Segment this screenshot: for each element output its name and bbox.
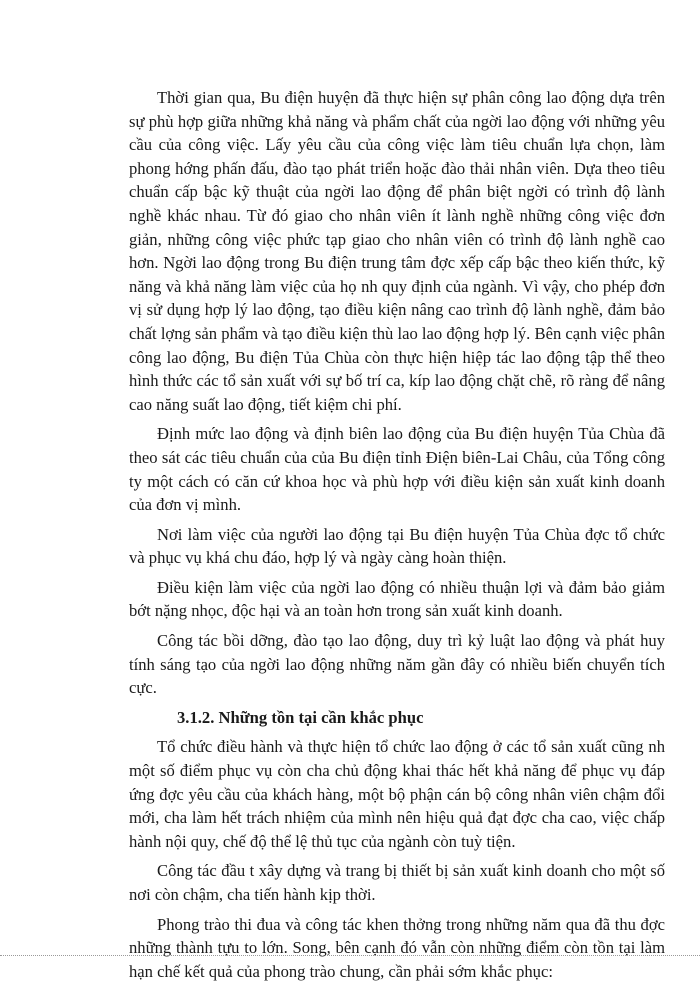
paragraph-training: Công tác bồi dỡng, đào tạo lao động, duy trì kỷ luật lao động và phát huy tính sáng tạo của ngời lao động những năm gần đây có nhiều biến chuyển tích cực. <box>129 631 665 698</box>
page-bottom-divider <box>0 955 700 956</box>
paragraph-labor-norms: Định mức lao động và định biên lao động của Bu điện huyện Tủa Chùa đã theo sát các tiêu chuẩn của của Bu điện tỉnh Điện biên-Lai Châu, của Tổng công ty một cách có căn cứ khoa học và phù hợp với điều kiện sản xuất kinh doanh của đơn vị mình. <box>129 424 665 515</box>
paragraph-emulation-issues: Phong trào thi đua và công tác khen thởng trong những năm qua đã thu đợc những thành tựu to lớn. Song, bên cạnh đó vẫn còn những điểm còn tồn tại làm hạn chế kết quả của phong trào chung, cần phải sớm khắc phục: <box>129 914 665 981</box>
paragraph-working-conditions: Điều kiện làm việc của ngời lao động có nhiều thuận lợi và đảm bảo giảm bớt nặng nhọc, độc hại và an toàn hơn trong sản xuất kinh doanh. <box>129 577 665 621</box>
paragraph-organization-issues: Tổ chức điều hành và thực hiện tổ chức lao động ở các tổ sản xuất cũng nh một số điểm phục vụ còn cha chủ động khai thác hết khả năng để phục vụ đáp ứng đợc yêu cầu của khách hàng, một bộ phận cán bộ công nhân viên chậm đổi mới, cha làm hết trách nhiệm của mình nên hiệu quả đạt đợc cha cao, việc chấp hành nội quy, chế độ thể lệ thủ tục của ngành còn tuỳ tiện. <box>129 737 665 851</box>
page-body <box>129 86 665 989</box>
paragraph-investment-issues: Công tác đầu t xây dựng và trang bị thiết bị sản xuất kinh doanh cho một số nơi còn chậm, cha tiến hành kịp thời. <box>129 861 665 904</box>
paragraph-workplace: Nơi làm việc của người lao động tại Bu điện huyện Tủa Chùa đợc tổ chức và phục vụ khá chu đáo, hợp lý và ngày càng hoàn thiện. <box>129 524 665 568</box>
section-heading: 3.1.2. Những tồn tại cần khắc phục <box>177 707 424 727</box>
paragraph-labor-division: Thời gian qua, Bu điện huyện đã thực hiện sự phân công lao động dựa trên sự phù hợp giữa những khả năng và phẩm chất của ngời lao động với những yêu cầu của công việc. Lấy yêu cầu của công việc làm tiêu chuẩn lựa chọn, làm phong hớng phấn đấu, đào tạo phát triển hoặc đào thải nhân viên. Dựa theo tiêu chuẩn cấp bậc kỹ thuật của ngời lao động để phân biệt ngời có trình độ lành nghề khác nhau. Từ đó giao cho nhân viên ít lành nghề những công việc đơn giản, những công việc phức tạp giao cho nhân viên có trình độ lành nghề cao hơn. Ngời lao động trong Bu điện trung tâm đợc xếp cấp bậc theo kiến thức, kỹ năng và khả năng làm việc của họ nh quy định của ngành. Vì vậy, cho phép đơn vị sử dụng hợp lý lao động, tạo điều kiện nâng cao trình độ lành nghề, đảm bảo chất lợng sản phẩm và tạo điều kiện thù lao lao động hợp lý. Bên cạnh việc phân công lao động, Bu điện Tủa Chùa còn thực hiện hiệp tác lao động tập thể theo hình thức các tổ sản xuất với sự bố trí ca, kíp lao động chặt chẽ, rõ ràng để nâng cao năng suất lao động, tiết kiệm chi phí. <box>129 88 665 414</box>
